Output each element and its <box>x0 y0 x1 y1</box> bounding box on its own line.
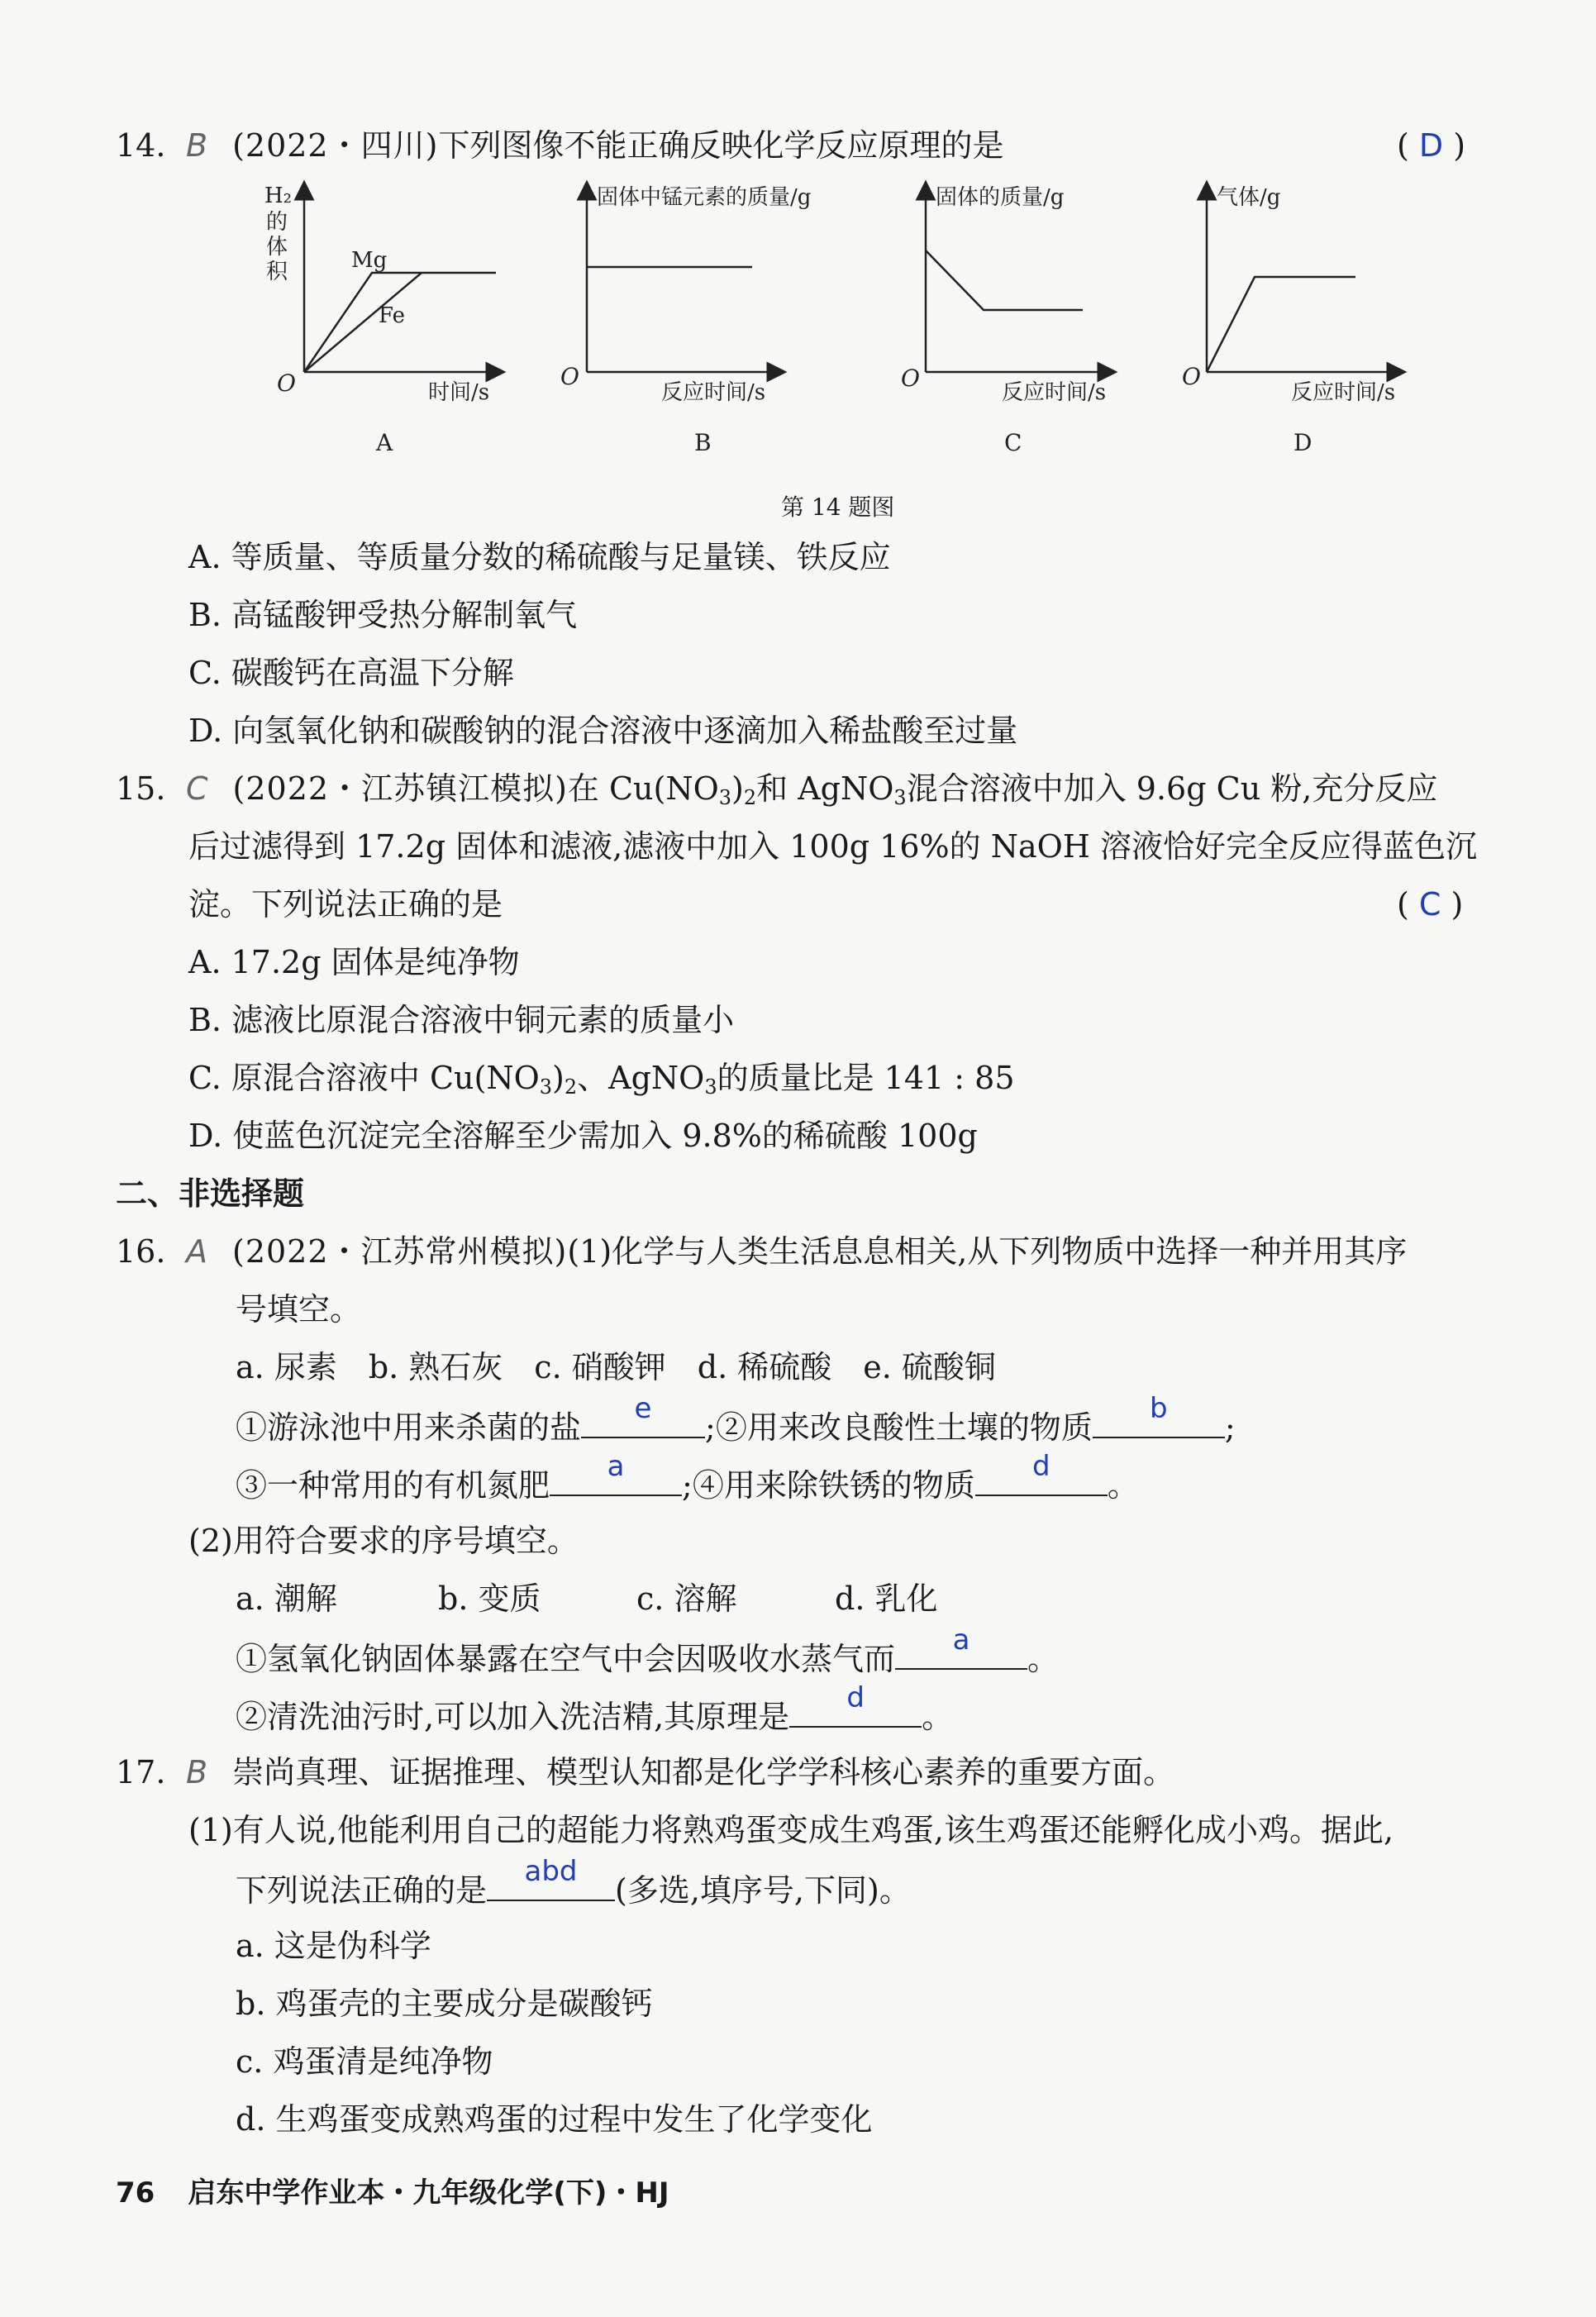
q16-b5-text: ①氢氧化钠固体暴露在空气中会因吸收水蒸气而 <box>236 1641 896 1677</box>
q16-b6-text: ②清洗油污时,可以加入洗洁精,其原理是 <box>236 1699 790 1735</box>
q16-text: (1)化学与人类生活息息相关,从下列物质中选择一种并用其序 <box>567 1233 1408 1270</box>
q16-blank-6[interactable] <box>789 1681 922 1728</box>
q16-blank-5[interactable] <box>895 1623 1027 1670</box>
q16-line-2: 号填空。 <box>236 1291 362 1328</box>
graph-d <box>1182 185 1397 456</box>
graph-c <box>901 185 1108 456</box>
q16-b6-answer: d <box>846 1681 865 1714</box>
sub-3: 3 <box>539 1075 553 1099</box>
q15-line-2: 后过滤得到 17.2g 固体和滤液,滤液中加入 100g 16%的 NaOH 溶液恰好完全反应得蓝色沉 <box>188 828 1478 865</box>
graph-c-origin: O <box>901 365 920 392</box>
q16-b2-answer: b <box>1150 1392 1168 1425</box>
q15-level-tag: C <box>186 770 208 807</box>
q16-choice-b: b. 变质 <box>438 1580 541 1617</box>
q16-b2-text: ;②用来改良酸性土壤的物质 <box>705 1409 1093 1446</box>
q15-option-c <box>188 1056 1015 1108</box>
q16-blanks-4 <box>236 1681 954 1738</box>
q17-stem-text: 崇尚真理、证据推理、模型认知都是化学学科核心素养的重要方面。 <box>232 1754 1175 1790</box>
q16-b4-post: 。 <box>1107 1467 1139 1504</box>
q15-source: (2022・江苏镇江模拟) <box>232 770 568 807</box>
q15-text-a: 在 Cu(NO <box>567 770 719 807</box>
q16-blank-2[interactable] <box>1093 1392 1225 1438</box>
q15-answer-paren: ( C ) <box>1397 886 1464 923</box>
q16-b3-answer: a <box>607 1450 625 1483</box>
q17-part-1-line-1: (1)有人说,他能利用自己的超能力将熟鸡蛋变成生鸡蛋,该生鸡蛋还能孵化成小鸡。据此, <box>188 1812 1394 1848</box>
graph-a-xlabel: 时间/s <box>428 380 490 405</box>
graph-d-label: D <box>1293 429 1313 456</box>
q14-option-a: A. 等质量、等质量分数的稀硫酸与足量镁、铁反应 <box>188 539 891 575</box>
q15-optc-a: C. 原混合溶液中 Cu(NO <box>188 1060 540 1096</box>
q15-line-1 <box>116 767 1437 819</box>
q16-b1-answer: e <box>634 1392 652 1425</box>
q17-number: 17. <box>116 1754 166 1790</box>
q15-option-a: A. 17.2g 固体是纯净物 <box>188 944 520 980</box>
graph-d-ylabel: 气体/g <box>1217 185 1281 210</box>
graph-a-origin: O <box>277 369 296 397</box>
q16-level-tag: A <box>186 1233 207 1270</box>
sub-3: 3 <box>718 786 732 809</box>
q16-blank-4[interactable] <box>975 1450 1108 1496</box>
svg-text:的: 的 <box>266 210 288 235</box>
q15-option-b: B. 滤液比原混合溶液中铜元素的质量小 <box>188 1002 735 1038</box>
graph-c-label: C <box>1004 429 1022 456</box>
graph-a <box>264 184 496 456</box>
book-title: 启东中学作业本・九年级化学(下)・HJ <box>188 2176 669 2210</box>
q16-blanks-2 <box>236 1450 1139 1507</box>
q16-b2-post: ; <box>1224 1409 1236 1446</box>
q14-level-tag: B <box>186 127 208 164</box>
q14-answer: D <box>1418 127 1444 164</box>
q16-blank-3[interactable] <box>550 1450 682 1496</box>
q14-answer-paren: ( D ) <box>1397 127 1466 164</box>
q16-b6-post: 。 <box>922 1699 954 1735</box>
q16-b4-answer: d <box>1032 1450 1051 1483</box>
sub-2: 2 <box>743 786 757 809</box>
q15-optc-b: ) <box>552 1060 565 1096</box>
q17-option-d: d. 生鸡蛋变成熟鸡蛋的过程中发生了化学变化 <box>236 2101 873 2138</box>
q15-answer: C <box>1418 886 1441 923</box>
graph-a-mg-label: Mg <box>351 248 388 273</box>
graph-d-origin: O <box>1182 363 1201 390</box>
q14-option-c: C. 碳酸钙在高温下分解 <box>188 655 514 691</box>
q16-b4-text: ;④用来除铁锈的物质 <box>682 1467 975 1504</box>
q16-number: 16. <box>116 1233 166 1270</box>
q15-option-d: D. 使蓝色沉淀完全溶解至少需加入 9.8%的稀硫酸 100g <box>188 1118 978 1154</box>
q15-text-d: 混合溶液中加入 9.6g Cu 粉,充分反应 <box>906 770 1438 807</box>
q17-level-tag: B <box>186 1754 208 1790</box>
q16-b5-post: 。 <box>1027 1641 1060 1677</box>
q16-b1-text: ①游泳池中用来杀菌的盐 <box>236 1409 582 1446</box>
q16-b5-answer: a <box>952 1623 970 1657</box>
q16-choice-c: c. 溶解 <box>636 1580 737 1617</box>
q16-b3-text: ③一种常用的有机氮肥 <box>236 1467 550 1504</box>
graph-b-label: B <box>694 429 712 456</box>
q16-part-2: (2)用符合要求的序号填空。 <box>188 1523 579 1559</box>
q14-stem <box>116 124 1003 167</box>
q17-p1-text: 下列说法正确的是 <box>236 1872 488 1909</box>
page-footer <box>116 2170 669 2210</box>
q15-optc-d: 的质量比是 141 : 85 <box>717 1060 1015 1096</box>
q15-number: 15. <box>116 770 166 807</box>
graph-c-ylabel: 固体的质量/g <box>936 185 1065 210</box>
svg-text:体: 体 <box>266 235 288 260</box>
q15-text-b: ) <box>731 770 744 807</box>
q17-blank-1[interactable] <box>487 1855 615 1901</box>
section-heading: 二、非选择题 <box>116 1175 305 1212</box>
q17-option-c: c. 鸡蛋清是纯净物 <box>236 2043 493 2080</box>
graph-b-ylabel: 固体中锰元素的质量/g <box>597 185 812 210</box>
q16-line-1 <box>116 1230 1407 1273</box>
graph-a-ylabel: H₂ <box>264 184 293 208</box>
q17-stem <box>116 1751 1174 1794</box>
graph-c-xlabel: 反应时间/s <box>1002 380 1107 405</box>
page-number: 76 <box>116 2176 155 2210</box>
q16-choices-1: a. 尿素 b. 熟石灰 c. 硝酸钾 d. 稀硫酸 e. 硫酸铜 <box>236 1349 996 1385</box>
q16-blank-1[interactable] <box>581 1392 705 1438</box>
q14-option-d: D. 向氢氧化钠和碳酸钠的混合溶液中逐滴加入稀盐酸至过量 <box>188 713 1018 749</box>
sub-2: 2 <box>564 1075 578 1099</box>
q17-p1-answer: abd <box>524 1855 578 1888</box>
q14-figure-caption: 第 14 题图 <box>781 493 895 521</box>
q15-text-c: 和 AgNO <box>756 770 894 807</box>
sub-3: 3 <box>704 1075 717 1099</box>
q15-line-3: 淀。下列说法正确的是 <box>188 886 503 923</box>
q17-option-b: b. 鸡蛋壳的主要成分是碳酸钙 <box>236 1986 653 2022</box>
q14-number: 14. <box>116 127 166 164</box>
q16-blanks-1 <box>236 1392 1236 1449</box>
q14-source: (2022・四川) <box>232 127 439 164</box>
sub-3: 3 <box>893 786 907 809</box>
q16-choice-d: d. 乳化 <box>835 1580 938 1617</box>
q14-stem-text: 下列图像不能正确反映化学反应原理的是 <box>438 127 1004 164</box>
graph-b-origin: O <box>560 363 579 390</box>
q16-choice-a: a. 潮解 <box>236 1580 337 1617</box>
graph-a-label: A <box>376 429 393 456</box>
graph-a-fe-label: Fe <box>379 303 406 328</box>
q17-p1-post: (多选,填序号,下同)。 <box>615 1872 911 1909</box>
q14-figure <box>248 178 1446 475</box>
q17-part-1-line-2 <box>236 1855 911 1912</box>
q16-source: (2022・江苏常州模拟) <box>232 1233 568 1270</box>
graph-b-xlabel: 反应时间/s <box>661 380 766 405</box>
graph-d-xlabel: 反应时间/s <box>1291 380 1396 405</box>
q14-option-b: B. 高锰酸钾受热分解制氧气 <box>188 597 578 633</box>
q15-optc-c: 、AgNO <box>577 1060 705 1096</box>
graph-b <box>560 185 811 456</box>
svg-text:积: 积 <box>266 260 288 284</box>
q16-blanks-3 <box>236 1623 1060 1681</box>
q17-option-a: a. 这是伪科学 <box>236 1928 431 1964</box>
